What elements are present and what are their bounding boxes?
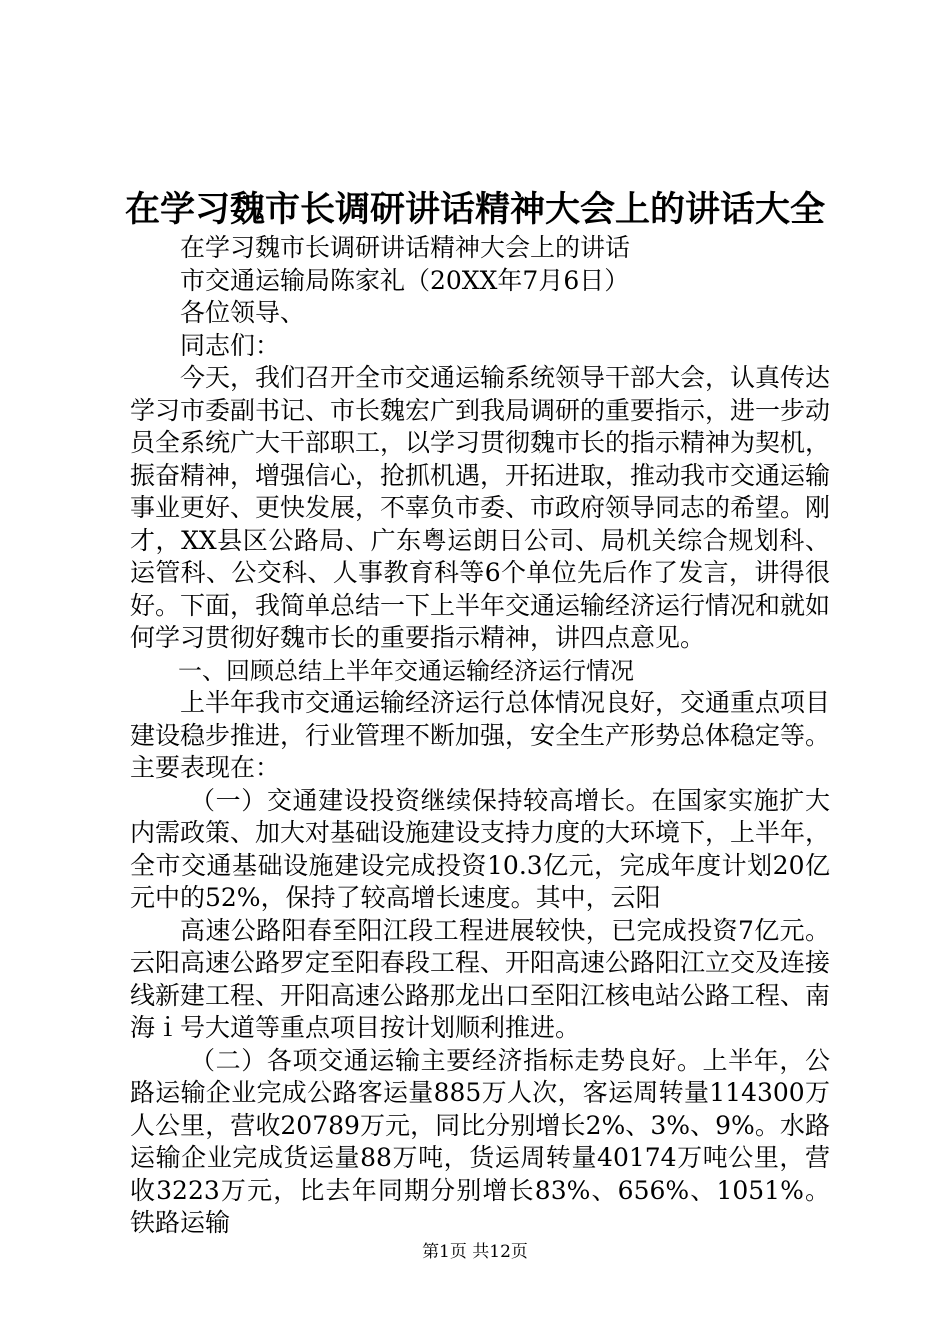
document-body: [130, 232, 830, 1240]
section-heading-1: 一、回顾总结上半年交通运输经济运行情况: [178, 656, 634, 685]
salutation-leaders: 各位领导、: [180, 298, 306, 327]
summary-paragraph: 上半年我市交通运输经济运行总体情况良好，交通重点项目建设稳步推进，行业管理不断加强，安全生产形势总体稳定等。主要表现在：: [130, 688, 831, 782]
speech-subtitle: 在学习魏市长调研讲话精神大会上的讲话: [180, 233, 631, 262]
speaker-line: 市交通运输局陈家礼（20XX年7月6日）: [180, 265, 630, 295]
salutation-comrades: 同志们：: [180, 330, 281, 360]
subsection-2-paragraph: （二）各项交通运输主要经济指标走势良好。上半年，公路运输企业完成公路客运量885万人次，客运周转量114300万人公里，营收20789万元，同比分别增长2%、3%、9%。水路运输企业完成货运量88万吨，货运周转量40174万吨公里，营收3223万元，比去年同期分别增长83%、656%、1051%。铁路运输: [130, 1045, 830, 1237]
page-number-footer: 第1页 共12页: [422, 1242, 528, 1262]
subsection-1-paragraph: （一）交通建设投资继续保持较高增长。在国家实施扩大内需政策、加大对基础设施建设支持力度的大环境下，上半年，全市交通基础设施建设完成投资10.3亿元，完成年度计划20亿元中的52%，保持了较高增长速度。其中，云阳: [130, 785, 831, 912]
intro-paragraph: 今天，我们召开全市交通运输系统领导干部大会，认真传达学习市委副书记、市长魏宏广到我局调研的重要指示，进一步动员全系统广大干部职工，以学习贯彻魏市长的指示精神为契机，振奋精神，增强信心，抢抓机遇，开拓进取，推动我市交通运输事业更好、更快发展，不辜负市委、市政府领导同志的希望。刚才，XX县区公路局、广东粤运朗日公司、局机关综合规划科、运管科、公交科、人事教育科等6个单位先后作了发言，讲得很好。下面，我简单总结一下上半年交通运输经济运行情况和就如何学习贯彻好魏市长的重要指示精神，讲四点意见。: [130, 363, 831, 652]
document-title: 在学习魏市长调研讲话精神大会上的讲话大全: [124, 189, 825, 230]
highway-progress-paragraph: 高速公路阳春至阳江段工程进展较快，已完成投资7亿元。云阳高速公路罗定至阳春段工程、开阳高速公路阳江立交及连接线新建工程、开阳高速公路那龙出口至阳江核电站公路工程、南海ｉ号大道等重点项目按计划顺利推进。: [130, 915, 831, 1042]
